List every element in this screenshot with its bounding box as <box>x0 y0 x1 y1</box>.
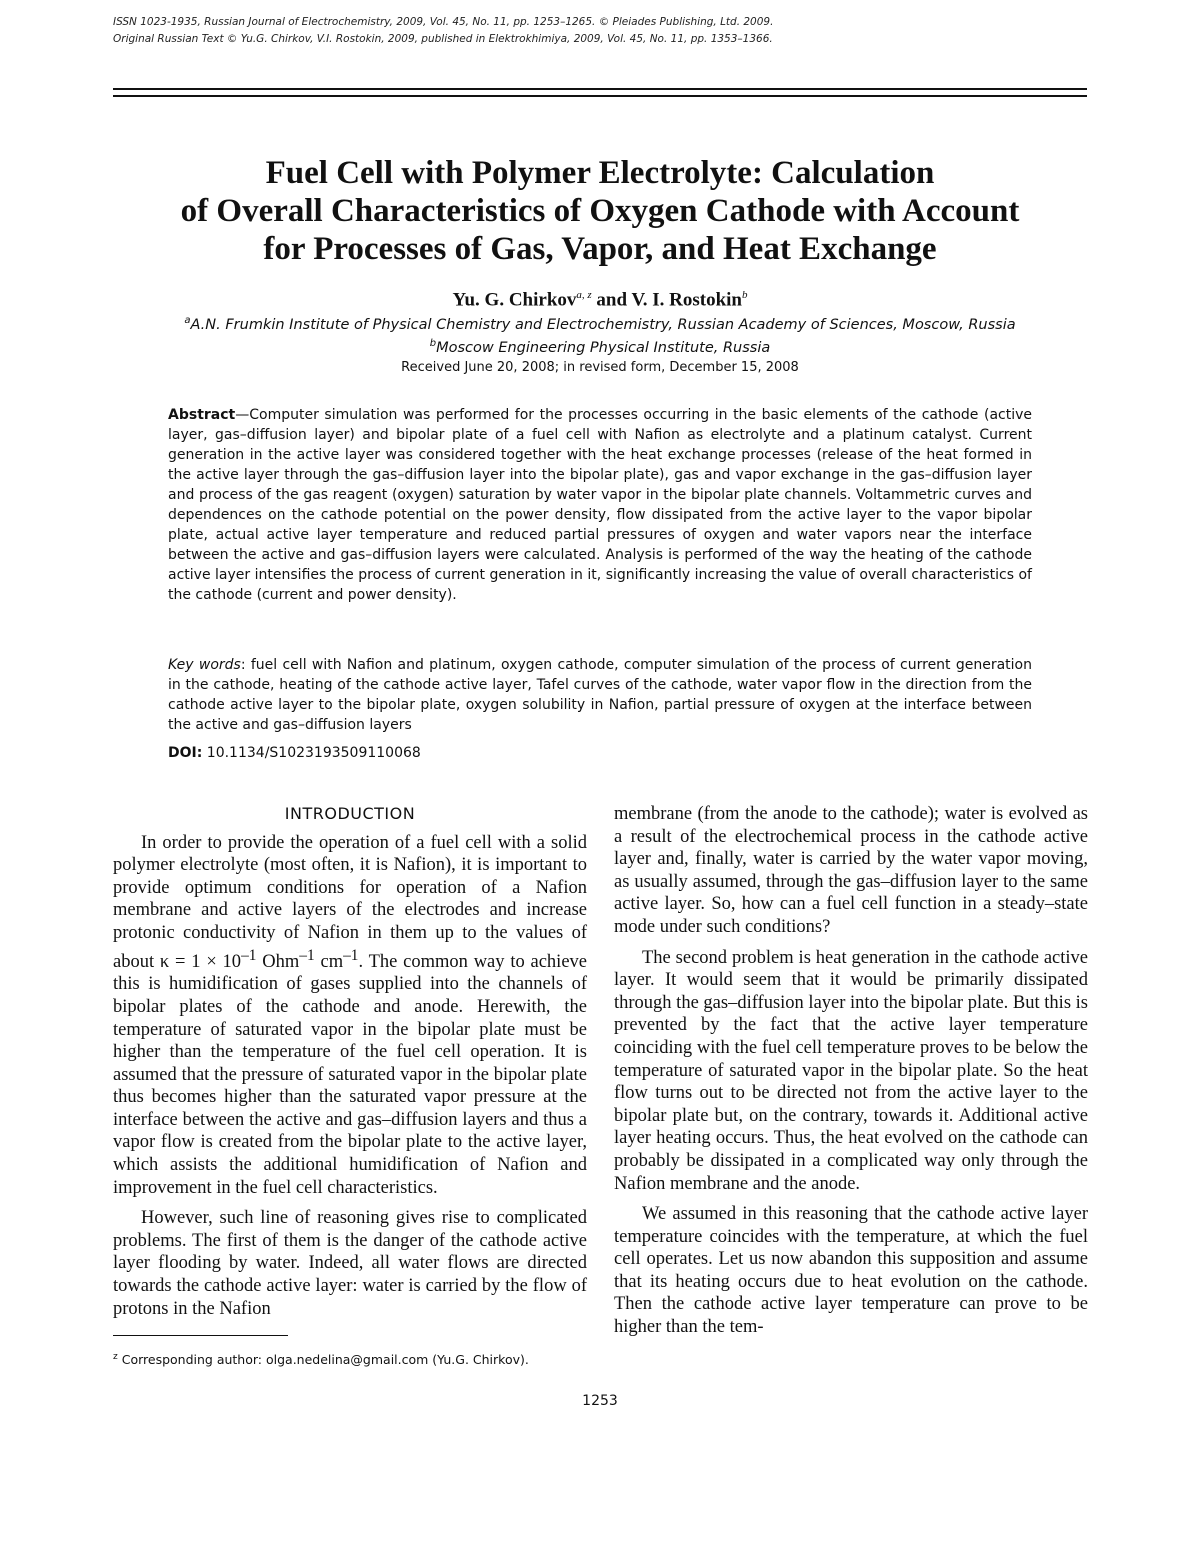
author-rostokin: V. I. Rostokin <box>631 289 742 311</box>
intro-paragraph-3: membrane (from the anode to the cathode); water is evolved as a result of the electrochemical process in the cathode active layer and, finally, water is carried by the water vapor moving, as usually assumed, through the gas–diffusion layer to the same active layer. So, how can a fuel cell function in a steady–state mode under such conditions? <box>614 804 1088 937</box>
exponent-1: –1 <box>241 946 257 964</box>
affiliation-b <box>100 334 1100 358</box>
intro-paragraph-4: The second problem is heat generation in the cathode active layer. It would seem that it would be primarily dissipated through the gas–diffusion layer into the bipolar plate. But this is prevented by the fact that the active layer temperature coinciding with the fuel cell temperature proves to be below the temperature of saturated vapor in the bipolar plate. So the heat flow turns out to be directed not from the active layer to the bipolar plate but, on the contrary, towards it. Additional active layer heating occurs. Thus, the heat evolved on the cathode can probably be dissipated in a complicated way only through the Nafion membrane and the anode. <box>614 947 1088 1194</box>
doi-label: DOI: <box>168 745 203 761</box>
author-chirkov: Yu. G. Chirkov <box>452 289 577 311</box>
author1-marks: a, z <box>576 289 592 301</box>
affiliation-a-mark: a <box>184 315 191 326</box>
intro-paragraph-5: We assumed in this reasoning that the cathode active layer temperature coincides with the temperature, at which the fuel cell operates. Let us now abandon this supposition and assume that its heating occurs due to heat evolution on the cathode. Then the cathode active layer temperature can prove to be higher than the tem- <box>614 1204 1088 1338</box>
title-line-3: for Processes of Gas, Vapor, and Heat Exchange <box>263 231 937 267</box>
received-dates: Received June 20, 2008; in revised form, December 15, 2008 <box>401 360 799 375</box>
keywords-text: : fuel cell with Nafion and platinum, oxygen cathode, computer simulation of the process of current generation in the cathode, heating of the cathode active layer, Tafel curves of the cathode, water vapor flow in the direction from the cathode active layer to the bipolar plate, oxygen solubility in Nafion, partial pressure of oxygen at the interface between the active and gas–diffusion layers <box>168 657 1032 733</box>
affiliation-b-mark: b <box>429 338 437 349</box>
affiliation-a-text: A.N. Frumkin Institute of Physical Chemistry and Electrochemistry, Russian Academy of Sciences, Moscow, Russia <box>190 316 1016 333</box>
authors-conjunction: and <box>591 289 632 311</box>
affiliation-b-text: Moscow Engineering Physical Institute, Russia <box>436 339 771 356</box>
header-line-issn: ISSN 1023-1935, Russian Journal of Electrochemistry, 2009, Vol. 45, No. 11, pp. 1253–1265. © Pleiades Publishing, Ltd. 2009. <box>113 16 774 28</box>
exponent-3: –1 <box>343 946 359 964</box>
title-line-2: of Overall Characteristics of Oxygen Cathode with Account <box>180 193 1020 229</box>
keywords-label: Key words <box>168 657 241 673</box>
intro-p1-text-c: cm <box>314 951 344 972</box>
journal-header <box>113 14 1093 48</box>
abstract-label: Abstract <box>168 407 236 423</box>
footnote-rule <box>113 1335 288 1336</box>
abstract-text: —Computer simulation was performed for the processes occurring in the basic elements of the cathode (active layer, gas–diffusion layer) and bipolar plate of a fuel cell with Nafion as electrolyte and a platinum catalyst. Current generation in the active layer was considered together with the heat exchange processes (release of the heat formed in the active layer through the gas–diffusion layer into the bipolar plate), gas and vapor exchange in the gas–diffusion layer and process of the gas reagent (oxygen) saturation by water vapor in the bipolar plate channels. Voltammetric curves and dependences on the cathode potential on the power density, flow dissipated from the active layer to the vapor bipolar plate, actual active layer temperature and reduced partial pressures of oxygen and water vapors near the interface between the active and gas–diffusion layers were calculated. Analysis is performed of the way the heating of the cathode active layer intensifies the process of current generation in it, significantly increasing the value of overall characteristics of the cathode (current and power density). <box>168 407 1032 603</box>
exponent-2: –1 <box>299 946 315 964</box>
abstract <box>168 405 1032 605</box>
intro-p1-text-b: Ohm <box>256 951 300 972</box>
title-line-1: Fuel Cell with Polymer Electrolyte: Calculation <box>265 155 935 191</box>
affiliation-a <box>100 311 1100 335</box>
header-rule-bottom <box>113 95 1087 97</box>
page-number: 1253 <box>582 1393 618 1409</box>
footnote-corresponding-author <box>113 1349 593 1368</box>
section-title-introduction: INTRODUCTION <box>284 804 416 823</box>
doi-value: 10.1134/S1023193509110068 <box>202 745 421 761</box>
header-line-original: Original Russian Text © Yu.G. Chirkov, V.I. Rostokin, 2009, published in Elektrokhimiya, 2009, Vol. 45, No. 11, pp. 1353–1366. <box>113 33 773 45</box>
intro-p1-text-a: In order to provide the operation of a fuel cell with a solid polymer electrolyte (most often, it is Nafion), it is important to provide optimum conditions for operation of a Nafion membrane and active layers of the electrodes and increase protonic conductivity of Nafion in them up to the values of about κ = 1 × 10 <box>113 832 587 972</box>
authors <box>100 283 1100 312</box>
keywords <box>168 655 1032 735</box>
paper-title <box>100 154 1100 268</box>
intro-paragraph-2: However, such line of reasoning gives rise to complicated problems. The first of them is the danger of the cathode active layer flooding by water. Indeed, all water flows are directed towards the cathode active layer: water is carried by the flow of protons in the Nafion <box>113 1208 587 1319</box>
footnote-mark: z <box>113 1352 118 1362</box>
doi <box>168 743 1032 763</box>
body-column-right <box>614 803 1088 1347</box>
footnote-text: Corresponding author: olga.nedelina@gmail.com (Yu.G. Chirkov). <box>121 1352 529 1368</box>
intro-paragraph-1 <box>113 832 587 1200</box>
body-column-left <box>113 803 587 1328</box>
header-rule-top <box>113 88 1087 90</box>
intro-p1-text-d: . The common way to achieve this is humidification of gases supplied into the channels of bipolar plates of the cathode and anode. Herewith, the temperature of saturated vapor in the bipolar plate must be higher than the temperature of the fuel cell operation. It is assumed that the pressure of saturated vapor in the bipolar plate thus becomes higher than the saturated vapor pressure at the interface between the active and gas–diffusion layers and thus a vapor flow is created from the bipolar plate to the active layer, which assists the additional humidification of Nafion and improvement in the fuel cell characteristics. <box>113 951 587 1198</box>
author2-marks: b <box>742 289 748 301</box>
